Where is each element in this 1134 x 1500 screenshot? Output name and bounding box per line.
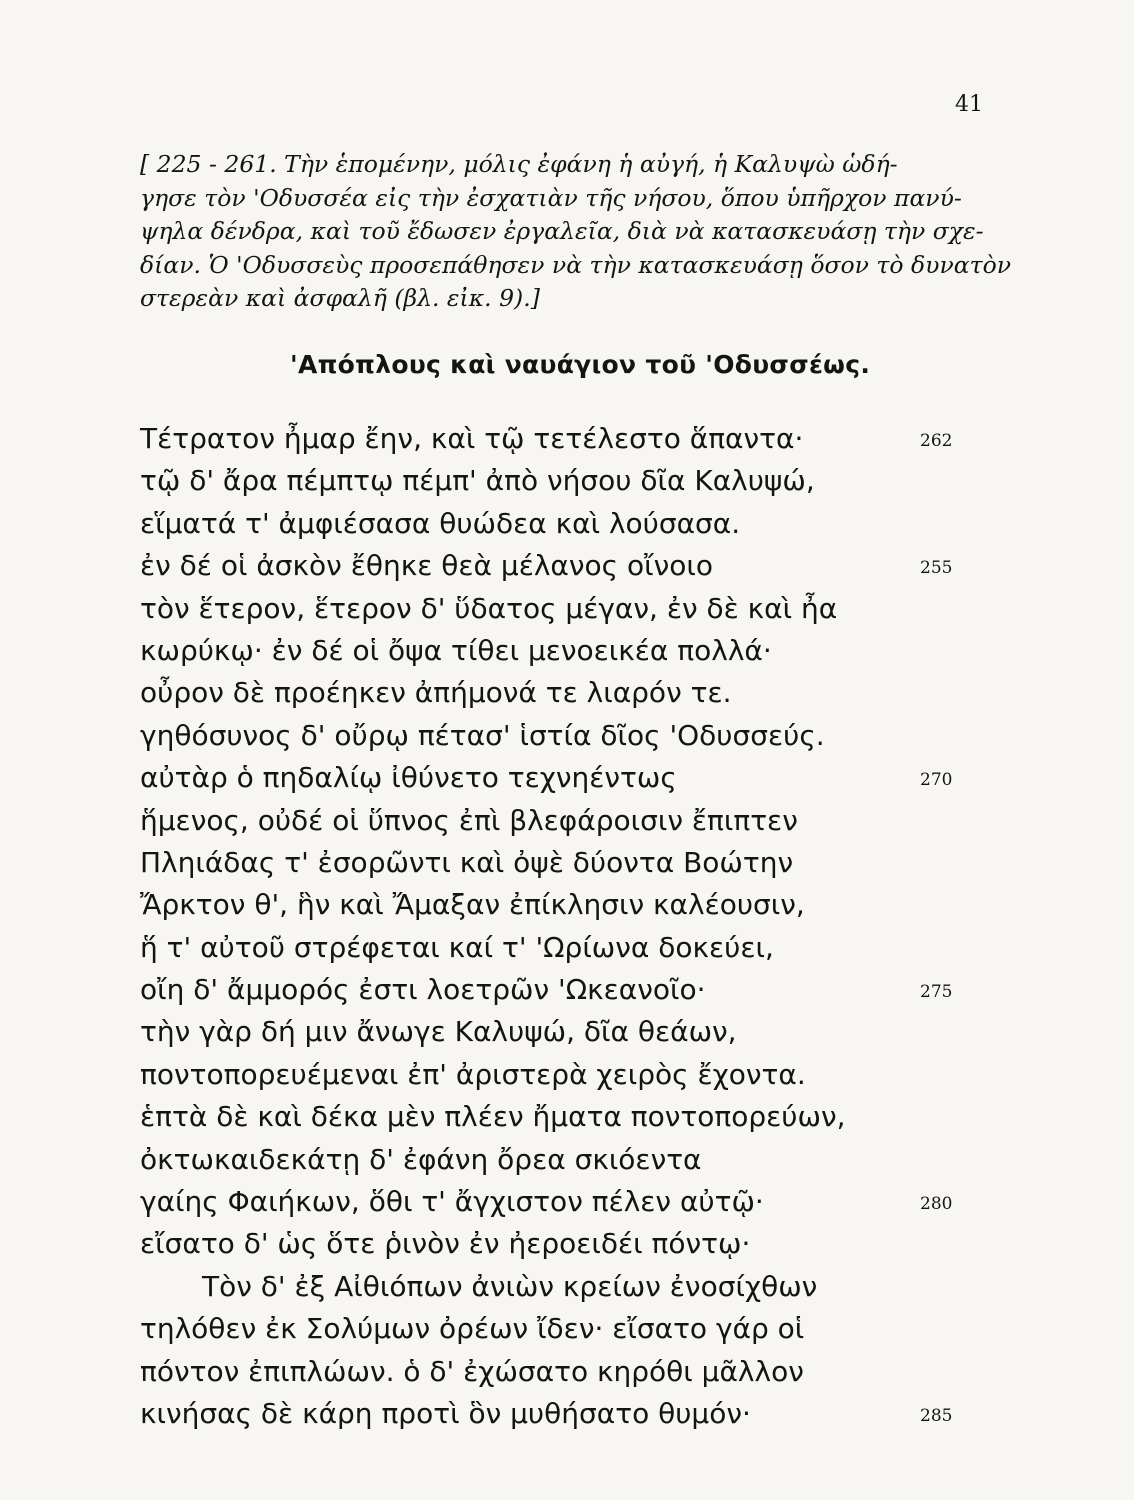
verse-line bbox=[140, 969, 1000, 1011]
verse-line bbox=[140, 503, 1000, 545]
line-number: 262 bbox=[920, 431, 953, 451]
verse-line bbox=[140, 1139, 1000, 1181]
section-heading: 'Απόπλους καὶ ναυάγιον τοῦ 'Οδυσσέως. bbox=[290, 350, 871, 379]
verse-line bbox=[140, 545, 1000, 587]
verse-text: οὖρον δὲ προέηκεν ἀπήμονά τε λιαρόν τε. bbox=[140, 676, 732, 710]
line-number: 275 bbox=[920, 982, 953, 1003]
verse-text: τὴν γὰρ δή μιν ἄνωγε Καλυψώ, δῖα θεάων, bbox=[140, 1015, 737, 1049]
verse-line bbox=[140, 1393, 1000, 1435]
verse-line bbox=[140, 1054, 1000, 1096]
verse-block bbox=[140, 418, 1000, 1435]
line-number: 270 bbox=[920, 770, 953, 791]
verse-text: κινήσας δὲ κάρη προτὶ ὃν μυθήσατο θυμόν· bbox=[140, 1396, 751, 1430]
summary-line: γησε τὸν 'Οδυσσέα εἰς τὴν ἐσχατιὰν τῆς νήσου, ὅπου ὑπῆρχον πανύ- bbox=[140, 183, 962, 212]
verse-text: ποντοπορευέμεναι ἐπ' ἀριστερὰ χειρὸς ἔχοντα. bbox=[140, 1057, 806, 1091]
verse-line bbox=[140, 884, 1000, 926]
verse-line bbox=[140, 1011, 1000, 1053]
verse-text: οἴη δ' ἄμμορός ἐστι λοετρῶν 'Ωκεανοῖο· bbox=[140, 973, 706, 1007]
verse-text: τὸν ἕτερον, ἕτερον δ' ὕδατος μέγαν, ἐν δὲ καὶ ἦα bbox=[140, 591, 838, 625]
verse-text: εἴσατο δ' ὡς ὅτε ῥινὸν ἐν ἠεροειδέι πόντῳ· bbox=[140, 1227, 751, 1261]
verse-line bbox=[140, 1096, 1000, 1138]
verse-text: πόντον ἐπιπλώων. ὁ δ' ἐχώσατο κηρόθι μᾶλλον bbox=[140, 1354, 804, 1388]
verse-text: εἵματά τ' ἀμφιέσασα θυώδεα καὶ λούσασα. bbox=[140, 506, 741, 540]
verse-line bbox=[140, 588, 1000, 630]
verse-text: Τὸν δ' ἐξ Αἰθιόπων ἀνιὼν κρείων ἐνοσίχθων bbox=[202, 1269, 818, 1303]
line-number: 280 bbox=[920, 1194, 953, 1215]
verse-text: ὀκτωκαιδεκάτῃ δ' ἐφάνη ὄρεα σκιόεντα bbox=[140, 1142, 702, 1176]
verse-text: ἐν δέ οἱ ἀσκὸν ἔθηκε θεὰ μέλανος οἴνοιο bbox=[140, 549, 713, 583]
verse-text: τῷ δ' ἄρα πέμπτῳ πέμπ' ἀπὸ νήσου δῖα Καλυψώ, bbox=[140, 464, 815, 498]
verse-text: Πληιάδας τ' ἐσορῶντι καὶ ὀψὲ δύοντα Βοώτην bbox=[140, 845, 794, 879]
verse-line bbox=[140, 927, 1000, 969]
verse-line bbox=[140, 1266, 1000, 1308]
verse-line bbox=[140, 1308, 1000, 1350]
verse-text: γαίης Φαιήκων, ὅθι τ' ἄγχιστον πέλεν αὐτῷ· bbox=[140, 1185, 764, 1219]
line-number: 285 bbox=[920, 1405, 953, 1426]
summary-paragraph bbox=[140, 148, 1012, 316]
line-number: 255 bbox=[920, 558, 953, 579]
verse-text: τηλόθεν ἐκ Σολύμων ὀρέων ἴδεν· εἴσατο γάρ οἱ bbox=[140, 1312, 805, 1346]
verse-line bbox=[140, 630, 1000, 672]
verse-text: Τέτρατον ἦμαρ ἔην, καὶ τῷ τετέλεστο ἅπαντα· bbox=[140, 422, 804, 455]
verse-text: αὐτὰρ ὁ πηδαλίῳ ἰθύνετο τεχνηέντως bbox=[140, 761, 677, 795]
summary-line: στερεὰν καὶ ἀσφαλῆ (βλ. εἰκ. 9).] bbox=[140, 284, 540, 312]
verse-line bbox=[140, 842, 1000, 884]
verse-line bbox=[140, 757, 1000, 799]
verse-line bbox=[140, 1181, 1000, 1223]
summary-line: δίαν. Ὁ 'Οδυσσεὺς προσεπάθησεν νὰ τὴν κατασκευάσῃ ὅσον τὸ δυνατὸν bbox=[140, 250, 1012, 279]
summary-line: ψηλα δένδρα, καὶ τοῦ ἔδωσεν ἐργαλεῖα, διὰ νὰ κατασκευάσῃ τὴν σχε- bbox=[140, 217, 984, 245]
verse-text: γηθόσυνος δ' οὔρῳ πέτασ' ἱστία δῖος 'Οδυσσεύς. bbox=[140, 718, 825, 752]
verse-line bbox=[140, 418, 1000, 460]
verse-line bbox=[140, 715, 1000, 757]
verse-text: ἥμενος, οὐδέ οἱ ὕπνος ἐπὶ βλεφάροισιν ἔπιπτεν bbox=[140, 803, 798, 837]
verse-line bbox=[140, 460, 1000, 502]
verse-text: ἑπτὰ δὲ καὶ δέκα μὲν πλέεν ἤματα ποντοπορεύων, bbox=[140, 1100, 846, 1134]
verse-line bbox=[140, 800, 1000, 842]
verse-text: κωρύκῳ· ἐν δέ οἱ ὄψα τίθει μενοεικέα πολλά· bbox=[140, 633, 772, 667]
verse-text: ἥ τ' αὐτοῦ στρέφεται καί τ' 'Ωρίωνα δοκεύει, bbox=[140, 930, 774, 964]
summary-line: [ 225 - 261. Τὴν ἑπομένην, μόλις ἐφάνη ἡ αὐγή, ἡ Καλυψὼ ὡδή- bbox=[140, 150, 898, 178]
page-number: 41 bbox=[955, 92, 983, 117]
verse-line bbox=[140, 1223, 1000, 1265]
verse-text: Ἄρκτον θ', ἣν καὶ Ἄμαξαν ἐπίκλησιν καλέουσιν, bbox=[140, 888, 805, 922]
verse-line bbox=[140, 1351, 1000, 1393]
verse-line bbox=[140, 672, 1000, 714]
